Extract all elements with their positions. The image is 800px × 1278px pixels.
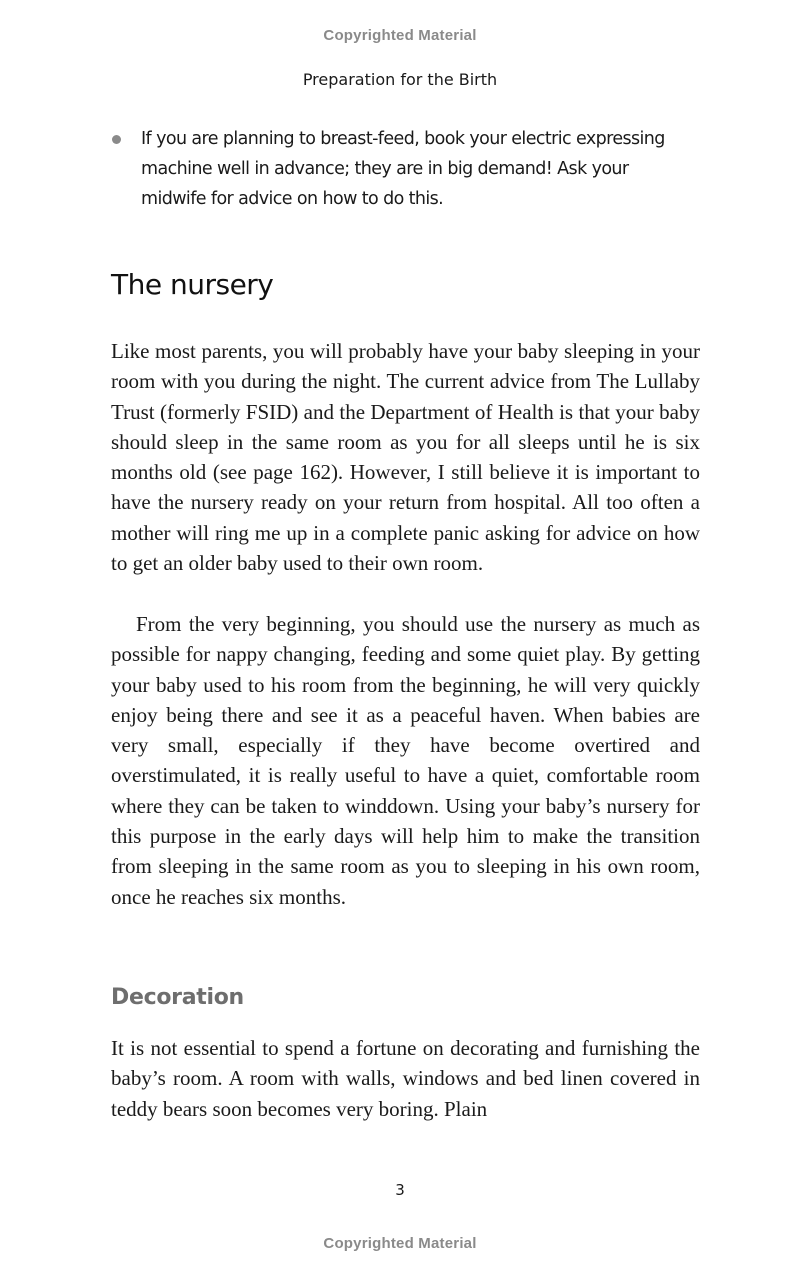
body-paragraph: It is not essential to spend a fortune on decorating and furnishing the baby’s room. A room with walls, windows and bed linen covered in teddy bears soon becomes very boring. Plain: [111, 1036, 700, 1121]
watermark-top: Copyrighted Material: [323, 27, 477, 44]
bullet-icon: [112, 135, 121, 144]
subsection-heading: Decoration: [111, 985, 244, 1010]
watermark-bottom: Copyrighted Material: [323, 1235, 477, 1252]
running-head: Preparation for the Birth: [302, 70, 498, 89]
section-heading: The nursery: [111, 268, 274, 301]
bullet-text: If you are planning to breast-feed, book your electric expressing machine well in advance; they are in big demand! Ask your midwife for advice on how to do this.: [141, 129, 665, 209]
body-paragraph: From the very beginning, you should use the nursery as much as possible for nappy changing, feeding and some quiet play. By getting your baby used to his room from the beginning, he will very quickly enjoy being there and see it as a peaceful haven. When babies are very small, especially if they have become overtired and overstimulated, it is really useful to have a quiet, comfortable room where they can be taken to winddown. Using your baby’s nursery for this purpose in the early days will help him to make the transition from sleeping in the same room as you to sleeping in his own room, once he reaches six months.: [111, 612, 700, 909]
body-paragraph: Like most parents, you will probably have your baby sleeping in your room with you during the night. The current advice from The Lullaby Trust (formerly FSID) and the Department of Health is that your baby should sleep in the same room as you for all sleeps until he is six months old (see page 162). However, I still believe it is important to have the nursery ready on your return from hospital. All too often a mother will ring me up in a complete panic asking for advice on how to get an older baby used to their own room.: [111, 339, 700, 576]
page-number: 3: [395, 1181, 405, 1199]
bullet-item: [112, 124, 672, 214]
